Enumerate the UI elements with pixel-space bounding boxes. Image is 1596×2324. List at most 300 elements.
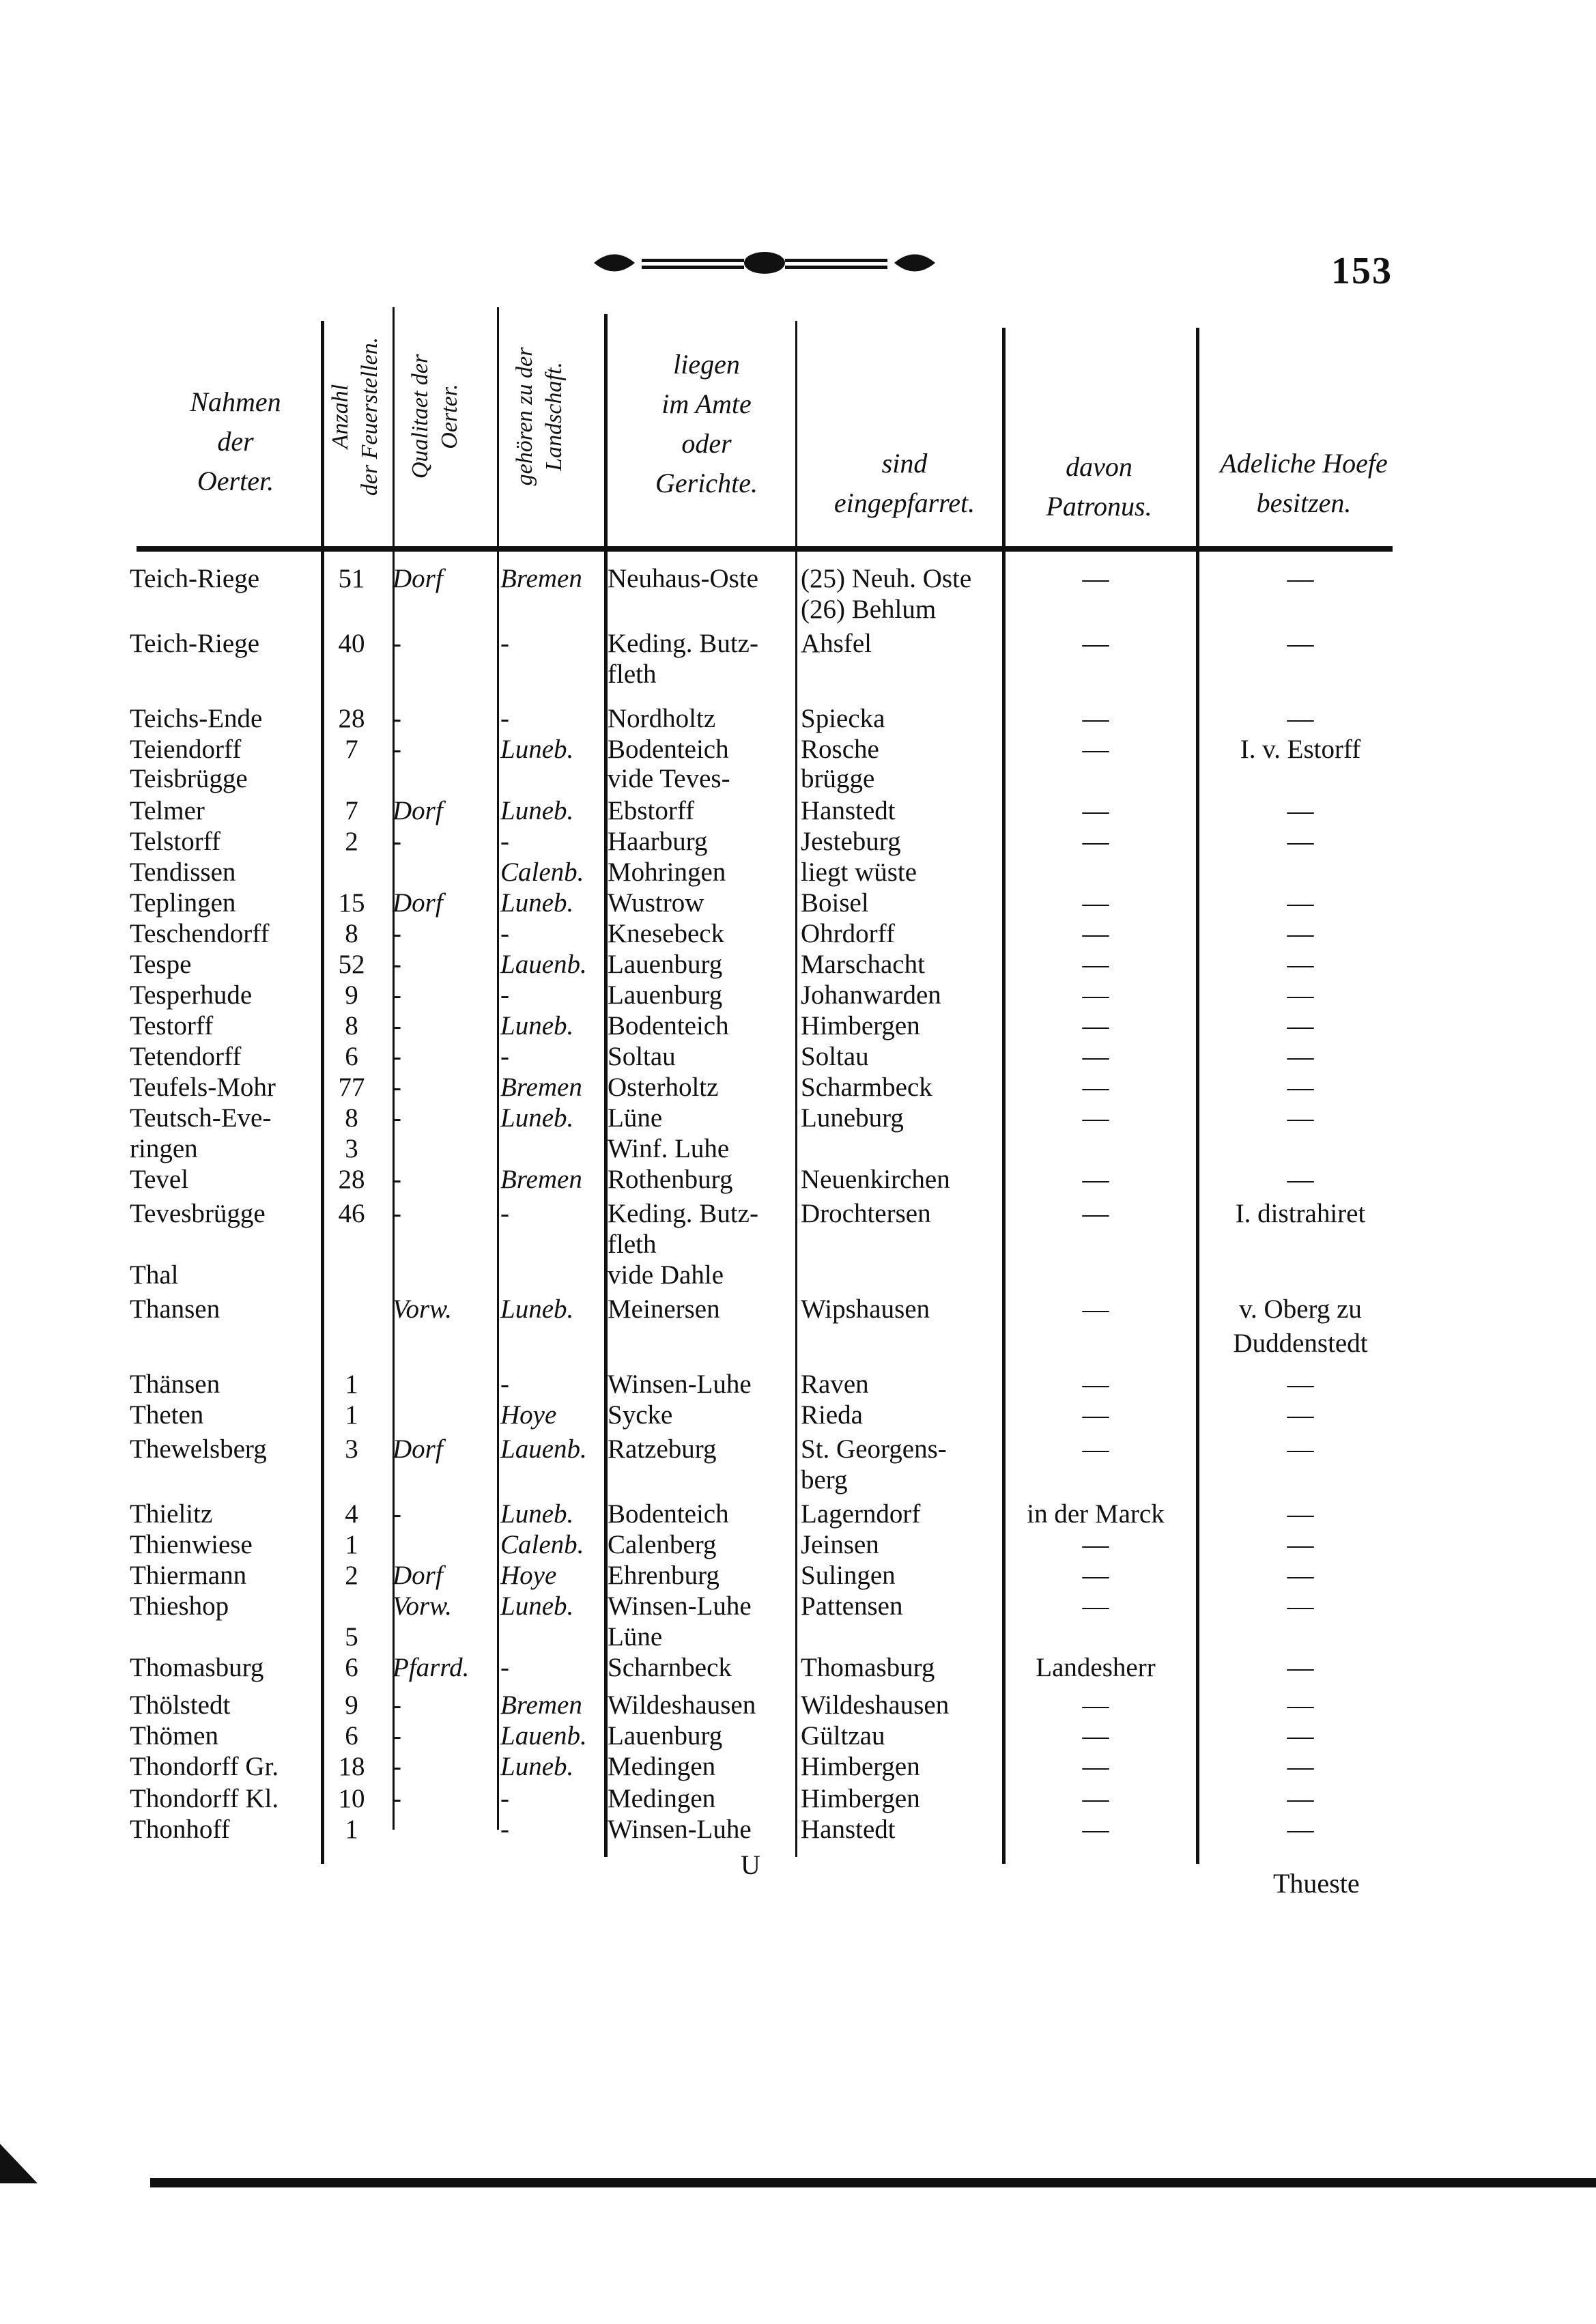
- decorative-ornament: [587, 242, 942, 283]
- cell-quality: -: [393, 735, 401, 764]
- cell-patron: —: [1082, 1165, 1109, 1194]
- cell-province: -: [500, 919, 509, 948]
- cell-name: Tevel: [130, 1165, 189, 1194]
- cell-province: -: [500, 704, 509, 733]
- cell-patron: —: [1082, 1530, 1109, 1559]
- table-row: [0, 1260, 1596, 1291]
- table-row: [0, 563, 1596, 595]
- cell-noble: —: [1287, 1434, 1314, 1464]
- cell-quality: -: [393, 1199, 401, 1228]
- cell-quality: Dorf: [393, 796, 443, 825]
- table-row: [0, 1783, 1596, 1815]
- cell-noble: —: [1287, 1815, 1314, 1844]
- cell-quality: -: [393, 1499, 401, 1529]
- cell-province: -: [500, 1653, 509, 1682]
- cell-count: 3: [345, 1434, 358, 1464]
- cell-patron: —: [1082, 1103, 1109, 1133]
- cell-patron: —: [1082, 564, 1109, 593]
- table-row: [0, 1133, 1596, 1165]
- cell-patron: —: [1082, 1721, 1109, 1751]
- cell-count: 15: [338, 888, 365, 918]
- cell-parish: Himbergen: [801, 1011, 920, 1040]
- cell-name: Tevesbrügge: [130, 1199, 266, 1228]
- cell-noble: —: [1287, 919, 1314, 948]
- cell-parish: Rosche: [801, 735, 879, 764]
- cell-office: Wustrow: [608, 888, 704, 918]
- cell-quality: -: [393, 1073, 401, 1102]
- cell-office: Knesebeck: [608, 919, 725, 948]
- cell-patron: —: [1082, 1011, 1109, 1040]
- cell-noble: —: [1287, 1591, 1314, 1621]
- cell-province: Luneb.: [500, 1752, 574, 1781]
- cell-quality: Dorf: [393, 1434, 443, 1464]
- cell-parish: Sulingen: [801, 1561, 896, 1590]
- table-row: [0, 1103, 1596, 1134]
- cell-quality: -: [393, 1752, 401, 1781]
- cell-count: 8: [345, 919, 358, 948]
- cell-noble: —: [1287, 1784, 1314, 1813]
- cell-office: Winf. Luhe: [608, 1134, 730, 1163]
- cell-parish: Spiecka: [801, 704, 885, 733]
- table-row: [0, 1434, 1596, 1465]
- cell-count: 28: [338, 704, 365, 733]
- cell-office: Nordholtz: [608, 704, 716, 733]
- table-row: [0, 703, 1596, 735]
- table-row: [0, 1560, 1596, 1591]
- cell-count: 18: [338, 1752, 365, 1781]
- table-row: [0, 1499, 1596, 1530]
- cell-noble: —: [1287, 1721, 1314, 1751]
- cell-office: Bodenteich: [608, 1499, 729, 1529]
- cell-parish: Neuenkirchen: [801, 1165, 950, 1194]
- cell-parish: Gültzau: [801, 1721, 885, 1751]
- cell-patron: —: [1082, 888, 1109, 918]
- cell-noble: I. v. Estorff: [1240, 735, 1361, 764]
- cell-office: Lauenburg: [608, 950, 723, 979]
- cell-name: Teutsch-Eve-: [130, 1103, 272, 1133]
- cell-office: Lüne: [608, 1103, 663, 1133]
- catchword-next: Thueste: [1273, 1868, 1360, 1899]
- cell-patron: —: [1082, 1294, 1109, 1324]
- cell-quality: -: [393, 1690, 401, 1720]
- cell-noble: —: [1287, 827, 1314, 856]
- cell-office: fleth: [608, 1230, 657, 1259]
- table-row: [0, 659, 1596, 690]
- cell-noble: —: [1287, 1499, 1314, 1529]
- cell-office: Sycke: [608, 1400, 673, 1430]
- cell-province: -: [500, 1370, 509, 1399]
- cell-office: Neuhaus-Oste: [608, 564, 758, 593]
- table-row: [0, 857, 1596, 888]
- cell-office: Keding. Butz-: [608, 1199, 758, 1228]
- cell-province: Bremen: [500, 1690, 582, 1720]
- cell-office: Bodenteich: [608, 735, 729, 764]
- cell-office: Ratzeburg: [608, 1434, 717, 1464]
- cell-patron: —: [1082, 735, 1109, 764]
- cell-count: 8: [345, 1103, 358, 1133]
- cell-province: Bremen: [500, 1165, 582, 1194]
- cell-count: 46: [338, 1199, 365, 1228]
- cell-quality: -: [393, 1165, 401, 1194]
- cell-parish: Luneburg: [801, 1103, 904, 1133]
- cell-count: 1: [345, 1815, 358, 1844]
- cell-name: Teisbrügge: [130, 764, 248, 793]
- cell-office: Meinersen: [608, 1294, 720, 1324]
- cell-count: 7: [345, 796, 358, 825]
- cell-patron: —: [1082, 1561, 1109, 1590]
- cell-quality: -: [393, 1103, 401, 1133]
- cell-patron: —: [1082, 1199, 1109, 1228]
- cell-patron: —: [1082, 1370, 1109, 1399]
- table-row: [0, 918, 1596, 950]
- cell-parish: Scharmbeck: [801, 1073, 932, 1102]
- cell-name: Thansen: [130, 1294, 220, 1324]
- cell-office: Bodenteich: [608, 1011, 729, 1040]
- cell-name: Teufels-Mohr: [130, 1073, 276, 1102]
- cell-province: Luneb.: [500, 1011, 574, 1040]
- cell-name: Tesperhude: [130, 980, 253, 1010]
- cell-noble: —: [1287, 1165, 1314, 1194]
- cell-count: 28: [338, 1165, 365, 1194]
- cell-province: -: [500, 629, 509, 658]
- cell-patron: —: [1082, 1400, 1109, 1430]
- cell-province: Luneb.: [500, 796, 574, 825]
- cell-name: Telmer: [130, 796, 205, 825]
- cell-province: Luneb.: [500, 1294, 574, 1324]
- cell-office: Lüne: [608, 1622, 663, 1652]
- cell-noble: —: [1287, 888, 1314, 918]
- cell-name: Testorff: [130, 1011, 214, 1040]
- cell-name: Theten: [130, 1400, 204, 1430]
- cell-noble: —: [1287, 1103, 1314, 1133]
- cell-parish: Rieda: [801, 1400, 863, 1430]
- page-number: 153: [1331, 250, 1393, 292]
- cell-count: 40: [338, 629, 365, 658]
- cell-office: Calenberg: [608, 1530, 717, 1559]
- cell-quality: -: [393, 629, 401, 658]
- cell-name: Thiermann: [130, 1561, 247, 1590]
- cell-count: 1: [345, 1400, 358, 1430]
- cell-quality: -: [393, 704, 401, 733]
- cell-name: Thieshop: [130, 1591, 229, 1621]
- cell-name: Teschendorff: [130, 919, 270, 948]
- cell-name: Thondorff Kl.: [130, 1784, 279, 1813]
- cell-name: Thölstedt: [130, 1690, 231, 1720]
- table-row: [0, 826, 1596, 858]
- table-row: [0, 763, 1596, 795]
- cell-name: Thienwiese: [130, 1530, 253, 1559]
- cell-office: Lauenburg: [608, 1721, 723, 1751]
- cell-count: 6: [345, 1653, 358, 1682]
- cell-parish: (25) Neuh. Oste: [801, 564, 972, 593]
- cell-quality: -: [393, 1784, 401, 1813]
- cell-parish: Ohrdorff: [801, 919, 895, 948]
- header-quality: Qualitaet der Oerter.: [408, 354, 462, 479]
- cell-patron: in der Marck: [1027, 1499, 1165, 1529]
- cell-province: Hoye: [500, 1400, 557, 1430]
- table-row: [0, 1529, 1596, 1561]
- header-rule: [137, 546, 1393, 552]
- table-row: [0, 1690, 1596, 1721]
- cell-name: Teich-Riege: [130, 629, 260, 658]
- cell-patron: —: [1082, 796, 1109, 825]
- header-office: liegen im Amte oder Gerichte.: [655, 349, 758, 498]
- cell-province: -: [500, 1784, 509, 1813]
- cell-name: Thal: [130, 1260, 179, 1290]
- cell-parish: Ahsfel: [801, 629, 872, 658]
- cell-province: Bremen: [500, 564, 582, 593]
- cell-office: Medingen: [608, 1752, 716, 1781]
- cell-province: Lauenb.: [500, 1434, 587, 1464]
- cell-province: Lauenb.: [500, 950, 587, 979]
- cell-quality: Pfarrd.: [393, 1653, 470, 1682]
- cell-parish: Hanstedt: [801, 796, 896, 825]
- cell-parish: Jesteburg: [801, 827, 901, 856]
- cell-name: Thömen: [130, 1721, 218, 1751]
- cell-quality: Dorf: [393, 1561, 443, 1590]
- cell-name: Thielitz: [130, 1499, 213, 1529]
- cell-parish: Wipshausen: [801, 1294, 930, 1324]
- table-row: [0, 1294, 1596, 1325]
- cell-office: Winsen-Luhe: [608, 1370, 752, 1399]
- cell-patron: —: [1082, 1073, 1109, 1102]
- cell-noble: —: [1287, 629, 1314, 658]
- cell-office: Soltau: [608, 1042, 676, 1071]
- cell-noble: —: [1287, 1011, 1314, 1040]
- cell-noble: —: [1287, 1400, 1314, 1430]
- cell-parish: Wildeshausen: [801, 1690, 950, 1720]
- cell-name: Thomasburg: [130, 1653, 264, 1682]
- cell-quality: Dorf: [393, 564, 443, 593]
- table-row: [0, 1751, 1596, 1783]
- table-row: [0, 1814, 1596, 1845]
- cell-province: Lauenb.: [500, 1721, 587, 1751]
- table-row: [0, 1369, 1596, 1400]
- cell-noble: Duddenstedt: [1233, 1329, 1368, 1358]
- cell-noble: —: [1287, 980, 1314, 1010]
- header-count: Anzahl der Feuerstellen.: [328, 337, 382, 496]
- table-row: [0, 1400, 1596, 1431]
- cell-count: 9: [345, 1690, 358, 1720]
- cell-count: 9: [345, 980, 358, 1010]
- cell-count: 2: [345, 827, 358, 856]
- cell-quality: -: [393, 1011, 401, 1040]
- cell-office: Rothenburg: [608, 1165, 733, 1194]
- cell-province: Luneb.: [500, 735, 574, 764]
- cell-noble: —: [1287, 1752, 1314, 1781]
- cell-noble: —: [1287, 796, 1314, 825]
- cell-name: Tendissen: [130, 858, 236, 887]
- cell-name: Thonhoff: [130, 1815, 230, 1844]
- cell-office: Winsen-Luhe: [608, 1591, 752, 1621]
- cell-name: Tespe: [130, 950, 192, 979]
- cell-quality: -: [393, 1042, 401, 1071]
- cell-noble: —: [1287, 1690, 1314, 1720]
- cell-count: 52: [338, 950, 365, 979]
- cell-parish: Drochtersen: [801, 1199, 931, 1228]
- cell-parish: berg: [801, 1465, 848, 1494]
- cell-name: Thondorff Gr.: [130, 1752, 279, 1781]
- table-row: [0, 795, 1596, 827]
- table-row: [0, 888, 1596, 919]
- header-names: Nahmen der Oerter.: [190, 386, 281, 496]
- cell-patron: —: [1082, 1752, 1109, 1781]
- cell-office: Wildeshausen: [608, 1690, 756, 1720]
- page-edge-mark: [0, 2144, 38, 2183]
- cell-office: vide Dahle: [608, 1260, 724, 1290]
- cell-name: Thewelsberg: [130, 1434, 267, 1464]
- cell-noble: —: [1287, 950, 1314, 979]
- table-row: [0, 1621, 1596, 1653]
- cell-parish: Jeinsen: [801, 1530, 879, 1559]
- cell-province: Calenb.: [500, 1530, 584, 1559]
- table-row: [0, 1072, 1596, 1103]
- cell-noble: —: [1287, 1073, 1314, 1102]
- catchword-signature: U: [741, 1850, 760, 1880]
- cell-parish: Johanwarden: [801, 980, 941, 1010]
- cell-name: ringen: [130, 1134, 198, 1163]
- cell-patron: —: [1082, 980, 1109, 1010]
- cell-quality: Vorw.: [393, 1591, 453, 1621]
- table-row: [0, 1464, 1596, 1496]
- header-noble: Adeliche Hoefe besitzen.: [1220, 448, 1388, 518]
- cell-parish: Raven: [801, 1370, 869, 1399]
- cell-patron: —: [1082, 827, 1109, 856]
- cell-province: Hoye: [500, 1561, 557, 1590]
- table-row: [0, 1720, 1596, 1752]
- cell-province: -: [500, 827, 509, 856]
- cell-patron: —: [1082, 1591, 1109, 1621]
- table-row: [0, 1041, 1596, 1073]
- table-row: [0, 1010, 1596, 1042]
- table-row: [0, 1328, 1596, 1359]
- cell-province: Bremen: [500, 1073, 582, 1102]
- cell-count: 8: [345, 1011, 358, 1040]
- cell-noble: v. Oberg zu: [1239, 1294, 1362, 1324]
- cell-province: -: [500, 980, 509, 1010]
- cell-patron: —: [1082, 1434, 1109, 1464]
- cell-patron: —: [1082, 1042, 1109, 1071]
- cell-parish: Lagerndorf: [801, 1499, 921, 1529]
- cell-noble: —: [1287, 1530, 1314, 1559]
- cell-name: Teplingen: [130, 888, 236, 918]
- cell-noble: —: [1287, 1653, 1314, 1682]
- cell-quality: -: [393, 1721, 401, 1751]
- cell-province: Luneb.: [500, 1591, 574, 1621]
- cell-name: Thänsen: [130, 1370, 220, 1399]
- cell-parish: Marschacht: [801, 950, 925, 979]
- cell-province: -: [500, 1815, 509, 1844]
- table-row: [0, 1591, 1596, 1622]
- cell-count: 5: [345, 1622, 358, 1652]
- cell-parish: Boisel: [801, 888, 869, 918]
- header-patron: davon Patronus.: [1046, 451, 1152, 522]
- cell-parish: Himbergen: [801, 1752, 920, 1781]
- table-row: [0, 594, 1596, 625]
- table-row: [0, 1652, 1596, 1684]
- cell-parish: Himbergen: [801, 1784, 920, 1813]
- cell-province: Luneb.: [500, 888, 574, 918]
- cell-quality: -: [393, 950, 401, 979]
- cell-province: Calenb.: [500, 858, 584, 887]
- cell-parish: Thomasburg: [801, 1653, 935, 1682]
- cell-office: Ehrenburg: [608, 1561, 719, 1590]
- cell-office: Haarburg: [608, 827, 708, 856]
- cell-office: Winsen-Luhe: [608, 1815, 752, 1844]
- cell-parish: Soltau: [801, 1042, 869, 1071]
- cell-name: Teichs-Ende: [130, 704, 263, 733]
- cell-noble: —: [1287, 704, 1314, 733]
- cell-province: -: [500, 1042, 509, 1071]
- cell-patron: —: [1082, 704, 1109, 733]
- cell-name: Teiendorff: [130, 735, 242, 764]
- cell-name: Tetendorff: [130, 1042, 242, 1071]
- table-row: [0, 949, 1596, 980]
- cell-office: fleth: [608, 660, 657, 689]
- cell-office: Medingen: [608, 1784, 716, 1813]
- cell-office: Scharnbeck: [608, 1653, 732, 1682]
- table-row: [0, 1164, 1596, 1195]
- cell-office: Keding. Butz-: [608, 629, 758, 658]
- cell-province: Luneb.: [500, 1499, 574, 1529]
- cell-count: 3: [345, 1134, 358, 1163]
- cell-patron: —: [1082, 919, 1109, 948]
- cell-count: 10: [338, 1784, 365, 1813]
- cell-patron: —: [1082, 629, 1109, 658]
- table-row: [0, 1229, 1596, 1260]
- table-row: [0, 980, 1596, 1011]
- cell-count: 6: [345, 1721, 358, 1751]
- cell-name: Telstorff: [130, 827, 221, 856]
- cell-parish: Pattensen: [801, 1591, 903, 1621]
- cell-patron: Landesherr: [1036, 1653, 1156, 1682]
- cell-noble: —: [1287, 564, 1314, 593]
- cell-count: 1: [345, 1370, 358, 1399]
- header-province: gehören zu der Landschaft.: [512, 347, 567, 486]
- cell-quality: Dorf: [393, 888, 443, 918]
- cell-count: 1: [345, 1530, 358, 1559]
- cell-quality: -: [393, 980, 401, 1010]
- page-edge-shadow: [150, 2178, 1596, 2187]
- cell-office: Lauenburg: [608, 980, 723, 1010]
- cell-count: 2: [345, 1561, 358, 1590]
- cell-count: 77: [338, 1073, 365, 1102]
- cell-quality: -: [393, 827, 401, 856]
- table-row: [0, 1198, 1596, 1230]
- cell-office: Mohringen: [608, 858, 726, 887]
- cell-quality: -: [393, 919, 401, 948]
- table-row: [0, 628, 1596, 660]
- cell-patron: —: [1082, 1784, 1109, 1813]
- cell-count: 7: [345, 735, 358, 764]
- cell-parish: (26) Behlum: [801, 595, 937, 624]
- cell-name: Teich-Riege: [130, 564, 260, 593]
- cell-office: vide Teves-: [608, 764, 730, 793]
- cell-patron: —: [1082, 1690, 1109, 1720]
- cell-noble: I. distrahiret: [1235, 1199, 1366, 1228]
- cell-noble: —: [1287, 1370, 1314, 1399]
- table-row: [0, 734, 1596, 765]
- cell-office: Osterholtz: [608, 1073, 719, 1102]
- cell-quality: Vorw.: [393, 1294, 453, 1324]
- cell-noble: —: [1287, 1561, 1314, 1590]
- cell-parish: brügge: [801, 764, 875, 793]
- cell-count: 6: [345, 1042, 358, 1071]
- cell-parish: liegt wüste: [801, 858, 917, 887]
- cell-province: -: [500, 1199, 509, 1228]
- cell-count: 4: [345, 1499, 358, 1529]
- header-parish: sind eingepfarret.: [833, 448, 975, 518]
